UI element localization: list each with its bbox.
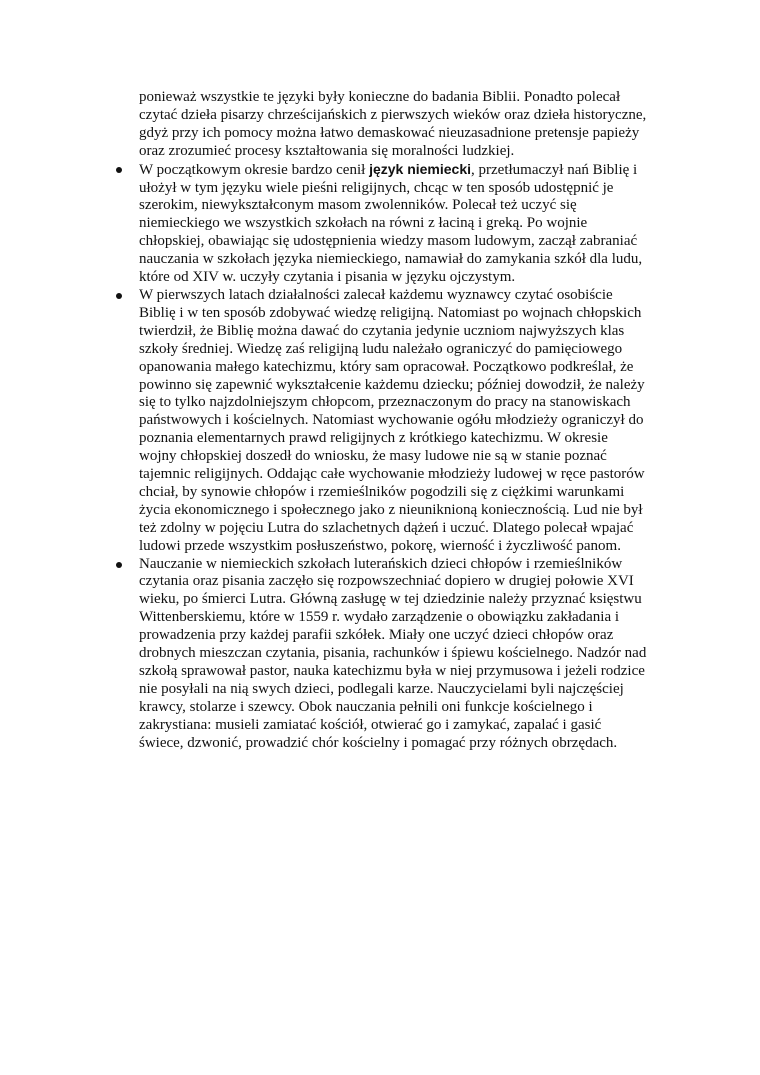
bullet-text-after-bold: , przetłumaczył nań Biblię i ułożył w tym języku wiele pieśni religijnych, chcąc w ten sposób udostępnić je szerokim, niewykształconym masom zwolenników. Polecał też uczyć się niemieckiego we wszystkich szkołach na równi z łaciną i greką. Po wojnie chłopskiej, obawiając się udostępnienia wiedzy masom ludowym, zaczął zabraniać nauczania w szkołach języka niemieckiego, namawiał do zamykania szkół dla ludu, które od XIV w. uczyły czytania i pisania w języku ojczystym. [139,161,643,286]
bullet-dot-icon [116,167,122,173]
bullet-dot-icon [116,562,122,568]
bullet-text: Nauczanie w niemieckich szkołach luterańskich dzieci chłopów i rzemieślników czytania oraz pisania zaczęło się rozpowszechniać dopiero w drugiej połowie XVI wieku, po śmierci Lutra. Główną zasługę w tej dziedzinie należy przyznać księstwu Wittenberskiemu, które w 1559 r. wydało zarządzenie o obowiązku zakładania i prowadzenia przy każdej parafii szkółek. Miały one uczyć dzieci chłopów oraz drobnych mieszczan czytania, pisania, rachunków i śpiewu kościelnego. Nadzór nad szkołą sprawował pastor, nauka katechizmu była w niej przymusowa i jeżeli rodzice nie posyłali na nią swych dzieci, podlegali karze. Nauczycielami byli najczęściej krawcy, stolarze i szewcy. Obok nauczania pełnili oni funkcje kościelnego i zakrystiana: musieli zamiatać kościół, otwierać go i zamykać, zapalać i gasić świece, dzwonić, prowadzić chór kościelny i pomagać przy różnych obrzędach. [139,555,647,751]
bullet-dot-icon [116,293,122,299]
bullet-item-lutheran-schools [139,556,649,753]
bullet-text: W pierwszych latach działalności zalecał każdemu wyznawcy czytać osobiście Biblię i w ten sposób zdobywać wiedzę religijną. Natomiast po wojnach chłopskich twierdził, że Biblię można dawać do czytania jedynie uczniom najwyższych klas szkoły średniej. Wiedzę zaś religijną ludu należało ograniczyć do pamięciowego opanowania małego katechizmu, który sam opracował. Początkowo podkreślał, że powinno się zapewnić wykształcenie każdemu dziecku; później dowodził, że należy się to tylko najzdolniejszym chłopcom, przeznaczonym do pracy na stanowiskach państwowych i kościelnych. Natomiast wychowanie ogółu młodzieży ograniczył do poznania elementarnych prawd religijnych z krótkiego katechizmu. W okresie wojny chłopskiej doszedł do wniosku, że masy ludowe nie są w stanie poznać tajemnic religijnych. Oddając całe wychowanie młodzieży ludowej w ręce pastorów chciał, by synowie chłopów i rzemieślników pogodzili się z ciężkimi warunkami życia ekonomicznego i społecznego jako z nieuniknioną koniecznością. Lud nie był też zdolny w pojęciu Lutra do szlachetnych dążeń i uczuć. Dlatego polecał wpajać ludowi przede wszystkim posłuszeństwo, pokorę, wierność i życzliwość panom. [139,286,645,554]
continuation-paragraph: ponieważ wszystkie te języki były konieczne do badania Biblii. Ponadto polecał czytać dzieła pisarzy chrześcijańskich z pierwszych wieków oraz dzieła historyczne, gdyż przy ich pomocy można łatwo demaskować nieuzasadnione pretensje papieży oraz zrozumieć procesy kształtowania się moralności ludzkiej. [139,89,647,159]
bullet-item-german-language [139,161,649,287]
bullet-text-before-bold: W początkowym okresie bardzo cenił [139,161,370,178]
bullet-item-bible-reading [139,287,649,556]
document-body [139,89,649,753]
bullet-list [139,161,649,753]
bold-term: język niemiecki [369,160,472,177]
